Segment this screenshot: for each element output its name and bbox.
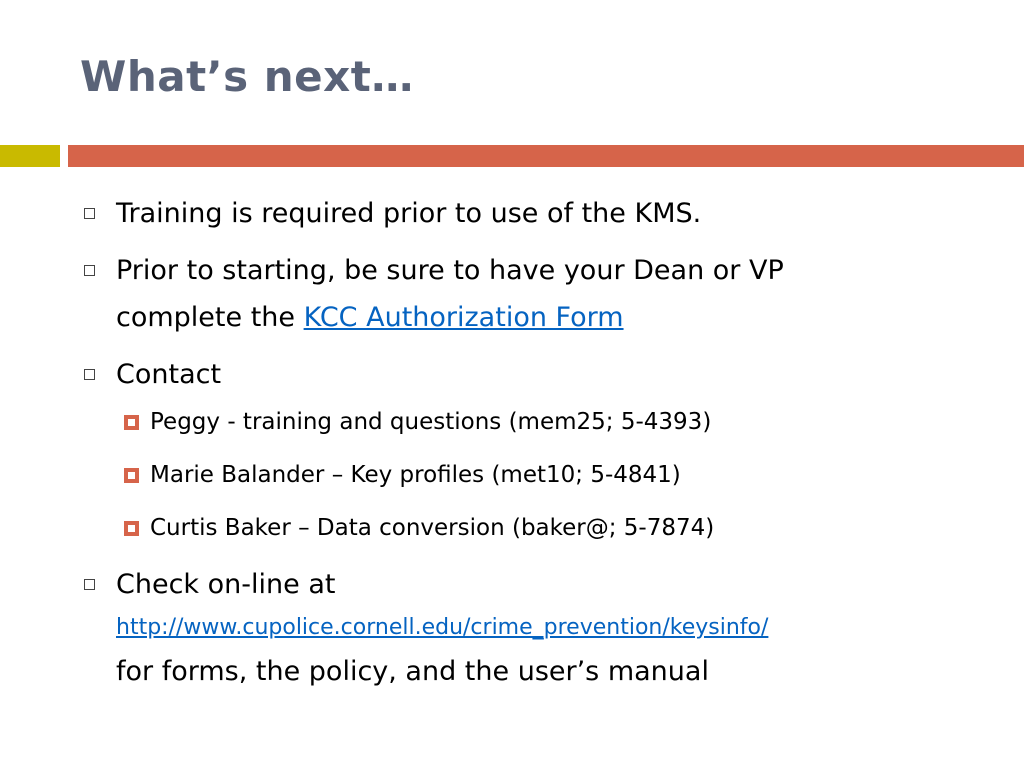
contact-item bbox=[80, 508, 1000, 548]
hollow-square-icon bbox=[84, 369, 95, 380]
contact-text: Peggy - training and questions (mem25; 5-4393) bbox=[150, 409, 712, 435]
contact-text: Marie Balander – Key profiles (met10; 5-4841) bbox=[150, 462, 681, 488]
contact-list bbox=[80, 402, 1000, 548]
bullet-text: Prior to starting, be sure to have your Dean or VP bbox=[116, 255, 784, 286]
hollow-square-icon bbox=[84, 265, 95, 276]
hollow-square-icon bbox=[84, 208, 95, 219]
bullet-text: Contact bbox=[116, 359, 222, 390]
filled-square-bullet-icon bbox=[124, 468, 139, 483]
bullet-contact bbox=[80, 351, 1000, 398]
filled-square-bullet-icon bbox=[124, 521, 139, 536]
kcc-authorization-form-link[interactable]: KCC Authorization Form bbox=[303, 302, 624, 333]
keysinfo-url-link[interactable]: http://www.cupolice.cornell.edu/crime_prevention/keysinfo/ bbox=[116, 615, 769, 640]
bullet-text-prefix: complete the bbox=[116, 302, 304, 333]
bullet-training bbox=[80, 190, 1000, 237]
bullet-text-continued: for forms, the policy, and the user’s manual bbox=[116, 656, 709, 687]
bullet-check-online bbox=[80, 561, 1000, 695]
accent-bar-left bbox=[0, 145, 60, 167]
bullet-prior-to-starting bbox=[80, 247, 1000, 341]
contact-item bbox=[80, 455, 1000, 495]
filled-square-bullet-icon bbox=[124, 415, 139, 430]
bullet-text: Training is required prior to use of the KMS. bbox=[116, 198, 702, 229]
accent-bar-right bbox=[68, 145, 1024, 167]
slide-title: What’s next… bbox=[80, 52, 414, 101]
hollow-square-icon bbox=[84, 579, 95, 590]
contact-item bbox=[80, 402, 1000, 442]
contact-text: Curtis Baker – Data conversion (baker@; 5-7874) bbox=[150, 515, 715, 541]
slide-content bbox=[80, 190, 1000, 695]
bullet-text-continued bbox=[116, 294, 1000, 341]
bullet-text: Check on-line at bbox=[116, 569, 336, 600]
